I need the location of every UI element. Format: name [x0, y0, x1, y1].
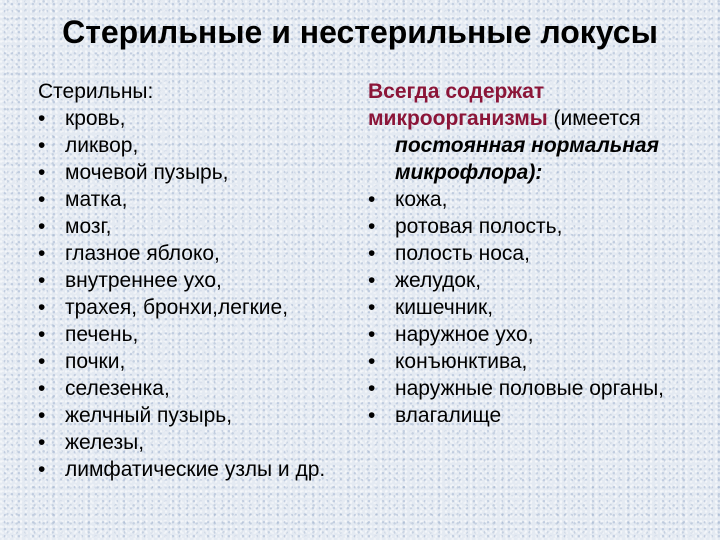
list-item-text: внутреннее ухо, [65, 269, 222, 292]
list-item [368, 294, 708, 321]
bullet-icon: • [38, 215, 46, 238]
list-item [38, 402, 358, 429]
nonsterile-heading-paren: (имеется [547, 107, 641, 130]
nonsterile-heading-colon: : [535, 161, 543, 184]
list-item [38, 321, 358, 348]
bullet-icon: • [38, 458, 46, 481]
bullet-icon: • [38, 161, 46, 184]
bullet-icon: • [38, 296, 46, 319]
list-item [368, 213, 708, 240]
list-item-text: печень, [65, 323, 139, 346]
sterile-heading: Стерильны: [38, 80, 154, 103]
list-item-text: кишечник, [395, 296, 494, 319]
nonsterile-list [368, 186, 708, 429]
list-item [368, 186, 708, 213]
list-item [38, 294, 358, 321]
bullet-icon: • [368, 323, 376, 346]
list-item [368, 267, 708, 294]
list-item-text: глазное яблоко, [65, 242, 220, 265]
list-item [38, 375, 358, 402]
bullet-icon: • [368, 296, 376, 319]
list-item-text: ротовая полость, [395, 215, 563, 238]
list-item-text: кожа, [395, 188, 448, 211]
list-item [368, 375, 708, 402]
list-item-text: конъюнктива, [395, 350, 528, 373]
list-item [368, 240, 708, 267]
list-item [38, 429, 358, 456]
list-item-text: мочевой пузырь, [65, 161, 229, 184]
list-item-text: наружные половые органы, [395, 377, 664, 400]
list-item [38, 348, 358, 375]
list-item-text: трахея, бронхи,легкие, [65, 296, 289, 319]
bullet-icon: • [38, 188, 46, 211]
bullet-icon: • [368, 377, 376, 400]
list-item-text: желчный пузырь, [65, 404, 233, 427]
bullet-icon: • [38, 377, 46, 400]
list-item [38, 240, 358, 267]
list-item-text: ликвор, [65, 134, 139, 157]
bullet-icon: • [38, 242, 46, 265]
list-item [368, 402, 708, 429]
list-item [38, 456, 358, 483]
list-item-text: почки, [65, 350, 126, 373]
list-item-text: матка, [65, 188, 128, 211]
list-item-text: кровь, [65, 107, 126, 130]
bullet-icon: • [368, 188, 376, 211]
nonsterile-heading-note [368, 132, 708, 186]
bullet-icon: • [38, 107, 46, 130]
page-title: Стерильные и нестерильные локусы [62, 14, 658, 50]
list-item [368, 321, 708, 348]
list-item-text: селезенка, [65, 377, 170, 400]
nonsterile-heading-italic: постоянная нормальная микрофлора) [395, 134, 659, 184]
bullet-icon: • [368, 215, 376, 238]
list-item [368, 348, 708, 375]
list-item [38, 267, 358, 294]
nonsterile-heading [368, 78, 708, 186]
bullet-icon: • [38, 269, 46, 292]
list-item [38, 186, 358, 213]
bullet-icon: • [38, 350, 46, 373]
bullet-icon: • [38, 431, 46, 454]
list-item-text: наружное ухо, [395, 323, 534, 346]
list-item-text: полость носа, [395, 242, 530, 265]
sterile-column [38, 78, 358, 483]
list-item-text: лимфатические узлы и др. [65, 458, 326, 481]
bullet-icon: • [368, 269, 376, 292]
bullet-icon: • [368, 404, 376, 427]
bullet-icon: • [368, 242, 376, 265]
list-item-text: влагалище [395, 404, 502, 427]
nonsterile-heading-title: Всегда содержат микроорганизмы [368, 80, 548, 130]
bullet-icon: • [38, 134, 46, 157]
sterile-list [38, 105, 358, 483]
list-item [38, 105, 358, 132]
list-item [38, 213, 358, 240]
bullet-icon: • [38, 404, 46, 427]
nonsterile-column [368, 78, 708, 429]
bullet-icon: • [368, 350, 376, 373]
list-item [38, 159, 358, 186]
bullet-icon: • [38, 323, 46, 346]
list-item-text: мозг, [65, 215, 112, 238]
list-item [38, 132, 358, 159]
list-item-text: железы, [65, 431, 145, 454]
list-item-text: желудок, [395, 269, 482, 292]
